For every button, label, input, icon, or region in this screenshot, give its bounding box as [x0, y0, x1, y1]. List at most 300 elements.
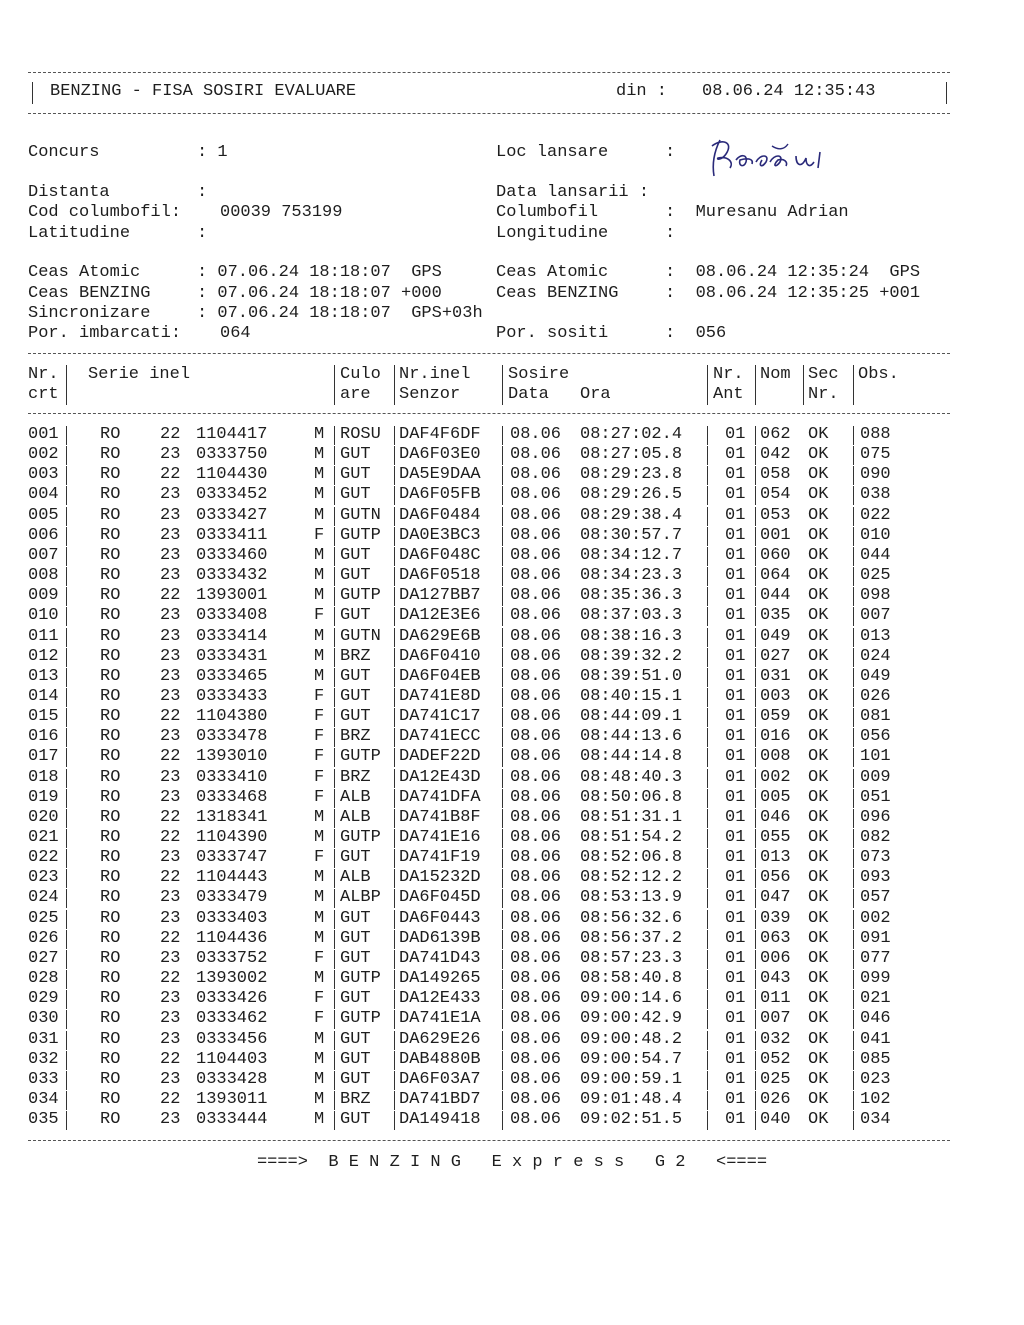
column-divider [394, 1111, 395, 1130]
row-arrival-time: 08:51:54.2 [580, 828, 683, 847]
row-security: OK [808, 989, 829, 1009]
row-country: RO [100, 989, 121, 1009]
column-divider [502, 1031, 503, 1050]
row-arrival-date: 08.06 [510, 425, 562, 444]
row-year: 23 [160, 566, 181, 586]
row-number: 032 [28, 1049, 59, 1069]
row-nom: 042 [760, 445, 791, 465]
row-observation: 023 [860, 1069, 891, 1089]
row-year: 22 [160, 969, 181, 989]
row-sex: M [314, 928, 325, 948]
row-ring-number: 1104380 [196, 707, 268, 727]
row-ring-number: 0333408 [196, 606, 268, 626]
row-security: OK [808, 807, 829, 827]
row-number: 011 [28, 626, 59, 646]
column-divider [853, 910, 854, 929]
row-security: OK [808, 747, 829, 767]
column-divider [394, 1091, 395, 1110]
row-number: 020 [28, 807, 59, 827]
left-clock-label: Ceas Atomic [28, 263, 141, 282]
row-country: RO [100, 646, 121, 666]
row-sensor-id: DA149265 [399, 969, 481, 989]
column-divider [334, 446, 335, 465]
handwritten-location-signature [700, 132, 840, 182]
row-security: OK [808, 928, 829, 948]
column-divider [755, 930, 756, 949]
row-arrival-time: 09:00:54.7 [580, 1049, 683, 1069]
column-divider [755, 748, 756, 767]
row-nom: 002 [760, 767, 791, 787]
top-dashed-rule [28, 72, 950, 73]
row-country: RO [100, 707, 121, 727]
column-divider [66, 1071, 67, 1090]
row-security: OK [808, 868, 829, 888]
row-number: 014 [28, 686, 59, 706]
row-year: 23 [160, 989, 181, 1009]
row-nom: 006 [760, 948, 791, 968]
row-security: OK [808, 1049, 829, 1069]
row-nom: 047 [760, 888, 791, 908]
row-sex: M [314, 828, 325, 847]
row-security: OK [808, 445, 829, 465]
row-number: 023 [28, 868, 59, 888]
column-divider [755, 889, 756, 908]
row-number: 002 [28, 445, 59, 465]
row-color: ALBP [340, 888, 381, 908]
column-divider [707, 809, 708, 828]
column-divider [334, 648, 335, 667]
row-nom: 060 [760, 545, 791, 565]
col-nom-header: Nom [760, 365, 791, 384]
row-country: RO [100, 465, 121, 485]
column-divider [66, 950, 67, 969]
row-observation: 021 [860, 989, 891, 1009]
row-nom: 063 [760, 928, 791, 948]
row-arrival-date: 08.06 [510, 848, 562, 868]
row-country: RO [100, 1009, 121, 1029]
loc-lansare-label: Loc lansare [496, 143, 609, 162]
row-antenna: 01 [725, 989, 746, 1009]
row-sex: M [314, 425, 325, 444]
row-observation: 049 [860, 666, 891, 686]
header-divider [755, 365, 756, 405]
column-divider [707, 1010, 708, 1029]
row-number: 021 [28, 828, 59, 847]
row-country: RO [100, 948, 121, 968]
column-divider [502, 1111, 503, 1130]
row-antenna: 01 [725, 465, 746, 485]
row-nom: 032 [760, 1029, 791, 1049]
column-divider [334, 1111, 335, 1130]
column-divider [66, 628, 67, 647]
column-divider [66, 748, 67, 767]
row-observation: 085 [860, 1049, 891, 1069]
row-ring-number: 0333478 [196, 727, 268, 747]
column-divider [334, 849, 335, 868]
row-observation: 024 [860, 646, 891, 666]
row-observation: 073 [860, 848, 891, 868]
row-year: 23 [160, 606, 181, 626]
row-number: 007 [28, 545, 59, 565]
row-color: BRZ [340, 727, 371, 747]
left-clock-label: Ceas BENZING [28, 284, 151, 303]
column-divider [394, 889, 395, 908]
header-separator-rule [28, 413, 950, 414]
row-sensor-id: DA629E26 [399, 1029, 481, 1049]
row-antenna: 01 [725, 586, 746, 606]
column-divider [502, 628, 503, 647]
column-divider [707, 748, 708, 767]
column-divider [755, 910, 756, 929]
row-color: ROSU [340, 425, 381, 444]
row-observation: 041 [860, 1029, 891, 1049]
row-security: OK [808, 1069, 829, 1089]
row-arrival-date: 08.06 [510, 485, 562, 505]
row-sensor-id: DA741D43 [399, 948, 481, 968]
column-divider [853, 809, 854, 828]
row-arrival-time: 08:51:31.1 [580, 807, 683, 827]
cod-columbofil-label: Cod columbofil: [28, 203, 182, 222]
row-number: 015 [28, 707, 59, 727]
row-year: 23 [160, 666, 181, 686]
row-number: 017 [28, 747, 59, 767]
row-security: OK [808, 686, 829, 706]
row-year: 23 [160, 505, 181, 525]
row-arrival-time: 08:44:09.1 [580, 707, 683, 727]
column-divider [66, 466, 67, 485]
column-divider [707, 466, 708, 485]
row-ring-number: 0333460 [196, 545, 268, 565]
row-arrival-date: 08.06 [510, 666, 562, 686]
row-country: RO [100, 425, 121, 444]
row-color: GUTP [340, 586, 381, 606]
row-antenna: 01 [725, 767, 746, 787]
column-divider [394, 748, 395, 767]
row-antenna: 01 [725, 525, 746, 545]
row-sensor-id: DA127BB7 [399, 586, 481, 606]
latitudine-colon: : [197, 224, 208, 243]
column-divider [334, 708, 335, 727]
column-divider [66, 789, 67, 808]
row-antenna: 01 [725, 787, 746, 807]
column-divider [334, 789, 335, 808]
column-divider [707, 1031, 708, 1050]
row-antenna: 01 [725, 1069, 746, 1089]
column-divider [502, 1010, 503, 1029]
row-country: RO [100, 1110, 121, 1130]
row-arrival-time: 08:35:36.3 [580, 586, 683, 606]
column-divider [707, 587, 708, 606]
column-divider [334, 486, 335, 505]
row-sex: M [314, 545, 325, 565]
column-divider [755, 628, 756, 647]
column-divider [334, 748, 335, 767]
row-arrival-date: 08.06 [510, 465, 562, 485]
column-divider [66, 648, 67, 667]
header-divider [707, 365, 708, 405]
column-divider [334, 628, 335, 647]
row-sensor-id: DA12E3E6 [399, 606, 481, 626]
row-number: 035 [28, 1110, 59, 1130]
row-sex: M [314, 1089, 325, 1109]
row-arrival-date: 08.06 [510, 1069, 562, 1089]
column-divider [394, 829, 395, 848]
column-divider [334, 809, 335, 828]
row-sensor-id: DA6F05FB [399, 485, 481, 505]
row-year: 23 [160, 1029, 181, 1049]
column-divider [502, 527, 503, 546]
row-nom: 011 [760, 989, 791, 1009]
row-sex: F [314, 948, 325, 968]
row-sensor-id: DAB4880B [399, 1049, 481, 1069]
row-year: 23 [160, 848, 181, 868]
row-nom: 025 [760, 1069, 791, 1089]
column-divider [755, 950, 756, 969]
row-observation: 098 [860, 586, 891, 606]
row-nom: 007 [760, 1009, 791, 1029]
row-color: GUT [340, 545, 371, 565]
row-sensor-id: DA741B8F [399, 807, 481, 827]
row-security: OK [808, 908, 829, 928]
column-divider [66, 708, 67, 727]
row-country: RO [100, 908, 121, 928]
row-sensor-id: DA741C17 [399, 707, 481, 727]
row-arrival-time: 08:56:32.6 [580, 908, 683, 928]
row-year: 23 [160, 686, 181, 706]
row-year: 22 [160, 586, 181, 606]
row-year: 22 [160, 868, 181, 888]
column-divider [502, 1071, 503, 1090]
col-ant-header-2: Ant [713, 385, 744, 404]
column-divider [755, 607, 756, 626]
row-arrival-time: 08:57:23.3 [580, 948, 683, 968]
row-ring-number: 1104436 [196, 928, 268, 948]
row-number: 031 [28, 1029, 59, 1049]
column-divider [853, 628, 854, 647]
row-sex: F [314, 727, 325, 747]
row-arrival-date: 08.06 [510, 505, 562, 525]
row-arrival-date: 08.06 [510, 525, 562, 545]
column-divider [755, 970, 756, 989]
header-divider [853, 365, 854, 405]
row-number: 006 [28, 525, 59, 545]
table-top-rule [28, 353, 950, 354]
row-antenna: 01 [725, 948, 746, 968]
row-number: 013 [28, 666, 59, 686]
row-year: 22 [160, 807, 181, 827]
row-security: OK [808, 727, 829, 747]
row-color: GUTN [340, 505, 381, 525]
row-observation: 102 [860, 1089, 891, 1109]
col-ant-header: Nr. [713, 365, 744, 384]
column-divider [755, 809, 756, 828]
row-sex: M [314, 566, 325, 586]
row-observation: 010 [860, 525, 891, 545]
column-divider [502, 507, 503, 526]
column-divider [755, 466, 756, 485]
column-divider [853, 930, 854, 949]
column-divider [755, 849, 756, 868]
row-ring-number: 0333456 [196, 1029, 268, 1049]
row-year: 23 [160, 888, 181, 908]
row-arrival-date: 08.06 [510, 1110, 562, 1130]
column-divider [853, 1091, 854, 1110]
concurs-label: Concurs [28, 143, 100, 162]
row-nom: 013 [760, 848, 791, 868]
row-arrival-date: 08.06 [510, 1029, 562, 1049]
column-divider [707, 728, 708, 747]
column-divider [394, 486, 395, 505]
row-arrival-time: 08:56:37.2 [580, 928, 683, 948]
row-observation: 044 [860, 545, 891, 565]
column-divider [853, 889, 854, 908]
row-antenna: 01 [725, 566, 746, 586]
column-divider [707, 547, 708, 566]
column-divider [755, 708, 756, 727]
row-arrival-time: 09:02:51.5 [580, 1110, 683, 1130]
row-color: ALB [340, 868, 371, 888]
row-number: 030 [28, 1009, 59, 1029]
right-clock-value: : 08.06.24 12:35:25 +001 [665, 284, 921, 303]
column-divider [334, 527, 335, 546]
column-divider [853, 990, 854, 1009]
column-divider [755, 829, 756, 848]
row-nom: 058 [760, 465, 791, 485]
row-security: OK [808, 707, 829, 727]
column-divider [853, 1071, 854, 1090]
longitudine-colon: : [665, 224, 676, 243]
column-divider [707, 789, 708, 808]
row-country: RO [100, 767, 121, 787]
row-security: OK [808, 626, 829, 646]
row-arrival-time: 08:39:51.0 [580, 666, 683, 686]
concurs-value: : 1 [197, 143, 228, 162]
column-divider [394, 1010, 395, 1029]
column-divider [66, 809, 67, 828]
row-ring-number: 0333750 [196, 445, 268, 465]
column-divider [853, 567, 854, 586]
row-sex: M [314, 626, 325, 646]
row-observation: 034 [860, 1110, 891, 1130]
column-divider [334, 607, 335, 626]
row-year: 23 [160, 1110, 181, 1130]
row-antenna: 01 [725, 445, 746, 465]
row-country: RO [100, 626, 121, 646]
row-security: OK [808, 525, 829, 545]
column-divider [394, 547, 395, 566]
column-divider [66, 869, 67, 888]
row-year: 22 [160, 1049, 181, 1069]
row-country: RO [100, 848, 121, 868]
row-sensor-id: DA6F0484 [399, 505, 481, 525]
row-color: GUT [340, 707, 371, 727]
column-divider [707, 708, 708, 727]
row-year: 23 [160, 948, 181, 968]
row-security: OK [808, 485, 829, 505]
column-divider [707, 990, 708, 1009]
data-lansarii-label: Data lansarii : [496, 183, 650, 202]
left-clock-label: Sincronizare [28, 304, 151, 323]
row-arrival-date: 08.06 [510, 566, 562, 586]
column-divider [853, 466, 854, 485]
column-divider [334, 567, 335, 586]
row-observation: 091 [860, 928, 891, 948]
row-nom: 046 [760, 807, 791, 827]
row-ring-number: 1104417 [196, 425, 268, 444]
column-divider [66, 1031, 67, 1050]
column-divider [334, 1071, 335, 1090]
row-ring-number: 1393002 [196, 969, 268, 989]
row-country: RO [100, 1089, 121, 1109]
column-divider [853, 748, 854, 767]
column-divider [394, 708, 395, 727]
row-sex: M [314, 1049, 325, 1069]
column-divider [853, 446, 854, 465]
row-year: 23 [160, 1009, 181, 1029]
row-antenna: 01 [725, 1009, 746, 1029]
row-arrival-date: 08.06 [510, 707, 562, 727]
row-observation: 057 [860, 888, 891, 908]
row-year: 23 [160, 727, 181, 747]
row-nom: 027 [760, 646, 791, 666]
column-divider [853, 789, 854, 808]
row-security: OK [808, 767, 829, 787]
row-number: 033 [28, 1069, 59, 1089]
column-divider [502, 547, 503, 566]
row-number: 003 [28, 465, 59, 485]
column-divider [334, 910, 335, 929]
row-sensor-id: DA6F04EB [399, 666, 481, 686]
column-divider [502, 708, 503, 727]
column-divider [66, 426, 67, 445]
row-arrival-date: 08.06 [510, 606, 562, 626]
row-color: ALB [340, 807, 371, 827]
column-divider [66, 970, 67, 989]
row-arrival-date: 08.06 [510, 586, 562, 606]
row-number: 028 [28, 969, 59, 989]
row-sex: M [314, 969, 325, 989]
row-nom: 039 [760, 908, 791, 928]
column-divider [707, 507, 708, 526]
column-divider [394, 607, 395, 626]
row-sensor-id: DA629E6B [399, 626, 481, 646]
row-nom: 008 [760, 747, 791, 767]
row-color: GUT [340, 848, 371, 868]
row-ring-number: 0333414 [196, 626, 268, 646]
row-security: OK [808, 425, 829, 444]
column-divider [394, 769, 395, 788]
column-divider [334, 587, 335, 606]
row-number: 004 [28, 485, 59, 505]
row-antenna: 01 [725, 727, 746, 747]
row-sex: M [314, 445, 325, 465]
row-arrival-time: 09:00:48.2 [580, 1029, 683, 1049]
col-culoare-header: Culo [340, 365, 381, 384]
row-arrival-time: 08:44:13.6 [580, 727, 683, 747]
row-ring-number: 0333426 [196, 989, 268, 1009]
column-divider [334, 688, 335, 707]
row-ring-number: 0333444 [196, 1110, 268, 1130]
row-antenna: 01 [725, 848, 746, 868]
column-divider [334, 1031, 335, 1050]
col-senzor-header: Nr.inel [399, 365, 471, 384]
row-arrival-time: 08:30:57.7 [580, 525, 683, 545]
row-arrival-date: 08.06 [510, 646, 562, 666]
column-divider [66, 849, 67, 868]
row-antenna: 01 [725, 888, 746, 908]
row-ring-number: 1318341 [196, 807, 268, 827]
report-title: BENZING - FISA SOSIRI EVALUARE [50, 82, 357, 101]
